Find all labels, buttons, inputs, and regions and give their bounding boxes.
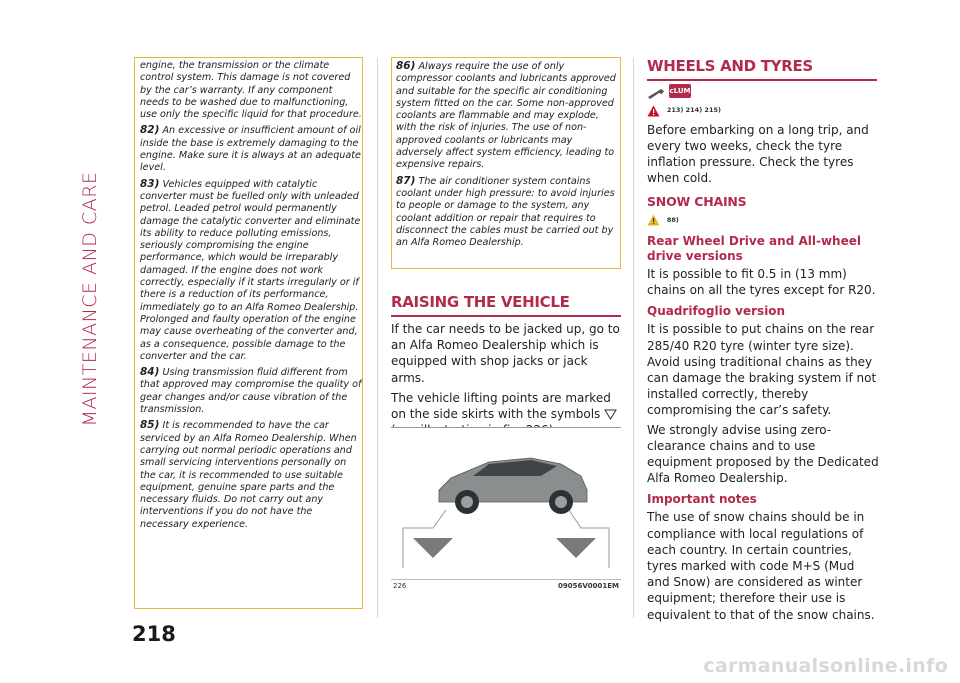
wrench-icon bbox=[647, 88, 665, 100]
note-number: 87) bbox=[396, 174, 416, 187]
note-82 bbox=[140, 124, 362, 174]
quadrifoglio-text: It is possible to put chains on the rear 285/40 R20 tyre (winter tyre size). Avoid using traditional chains as they can damage the braking system if not installed correctly, thereby compromising the car’s safety. bbox=[647, 322, 877, 418]
figure-caption bbox=[391, 579, 621, 593]
column-divider bbox=[633, 58, 634, 618]
figure-226 bbox=[391, 427, 621, 592]
caution-refs: 88) bbox=[666, 215, 679, 224]
note-number: 83) bbox=[140, 177, 160, 190]
note-83 bbox=[140, 178, 362, 363]
figure-number: 226 bbox=[393, 582, 407, 590]
wheels-icon-row bbox=[647, 82, 879, 106]
note-text: An excessive or insufficient amount of oil inside the base is extremely damaging to the engine. Make sure it is always at an adequate level. bbox=[140, 125, 361, 174]
advice-text: We strongly advise using zero-clearance chains and to use equipment proposed by the Dedicated Alfa Romeo Dealership. bbox=[647, 422, 879, 486]
note-text: Vehicles equipped with catalytic converter must be fuelled only with unleaded petrol. Leaded petrol would permanently damage the catalytic converter and eliminate its ability to reduce polluting emissions, seriously compromising the engine performance, which would be irreparably damaged. If the engine does not work correctly, especially if it starts irregularly or if there is a reduction of its performance, immediately go to an Alfa Romeo Dealership. Prolonged and faulty operation of the engine may cause overheating of the converter and, as a consequence, possible damage to the converter and the car. bbox=[140, 178, 361, 362]
wheels-paragraph: Before embarking on a long trip, and every two weeks, check the tyre inflation pressure. Check the tyres when cold. bbox=[647, 122, 869, 186]
raising-title: RAISING THE VEHICLE bbox=[391, 293, 570, 311]
note-number: 84) bbox=[140, 366, 160, 379]
front-rim bbox=[461, 496, 473, 508]
lift-triangle-front bbox=[413, 538, 453, 558]
warning-icon bbox=[647, 105, 660, 117]
important-notes-text: The use of snow chains should be in compliance with local regulations of each country. In certain countries, tyres marked with code M+S (Mud and Snow) are considered as winter equipment; therefore their use is equivalent to that of the snow chains. bbox=[647, 510, 875, 622]
watermark: carmanualsonline.info bbox=[703, 655, 948, 677]
note-text: It is recommended to have the car serviced by an Alfa Romeo Dealership. When carrying out normal periodic operations and small servicing interventions personally on the car, it is recommended to use suitable equipment, genuine spare parts and the necessary fluids. Do not carry out any interventions if you do not have the necessary experience. bbox=[140, 420, 357, 530]
note-intro: engine, the transmission or the climate control system. This damage is not covered by the car’s warranty. If any component needs to be washed due to malfunctioning, use only the specific liquid for that procedure. bbox=[140, 60, 362, 121]
note-86 bbox=[396, 60, 618, 172]
note-text: The air conditioner system contains coolant under high pressure: to avoid injuries to people or damage to the system, any coolant addition or repair that requires to disconnect the cables must be carried out by an Alfa Romeo Dealership. bbox=[396, 175, 615, 249]
page-number: 218 bbox=[132, 622, 176, 646]
snow-chains-title: SNOW CHAINS bbox=[647, 194, 747, 210]
caution-icon bbox=[647, 214, 660, 226]
lifting-point-icon bbox=[604, 409, 617, 420]
rwd-text: It is possible to fit 0.5 in (13 mm) chains on all the tyres except for R20. bbox=[647, 267, 876, 298]
wheels-title: WHEELS AND TYRES bbox=[647, 57, 813, 75]
wheels-body bbox=[647, 82, 879, 626]
note-number: 85) bbox=[140, 419, 160, 432]
note-text: Using transmission fluid different from that approved may compromise the quality of gear changes and/or cause vibration of the transmission. bbox=[140, 367, 362, 416]
figure-code: 09056V0001EM bbox=[557, 582, 619, 590]
wheels-section-header bbox=[647, 57, 877, 81]
note-85 bbox=[140, 419, 362, 531]
figure-illustration bbox=[391, 427, 621, 578]
snow-chains-refs bbox=[647, 211, 879, 228]
section-rule bbox=[647, 79, 877, 81]
note-84 bbox=[140, 366, 362, 416]
section-side-title bbox=[79, 171, 101, 427]
rwd-title: Rear Wheel Drive and All-wheel drive versions bbox=[647, 234, 861, 263]
note-number: 86) bbox=[396, 60, 416, 72]
note-87 bbox=[396, 175, 618, 250]
quadrifoglio-title: Quadrifoglio version bbox=[647, 304, 786, 319]
raising-body bbox=[391, 321, 621, 442]
note-number: 82) bbox=[140, 124, 160, 137]
raising-section-header bbox=[391, 293, 621, 317]
notes-column-left bbox=[140, 60, 362, 534]
section-rule bbox=[391, 315, 621, 317]
lum-icon: cLUM bbox=[669, 84, 691, 98]
column-divider bbox=[377, 58, 378, 618]
car-lifting-illustration bbox=[391, 428, 621, 578]
raising-paragraph-1: If the car needs to be jacked up, go to an Alfa Romeo Dealership which is equipped with shop jacks or jack arms. bbox=[391, 322, 620, 385]
warning-refs: 213) 214) 215) bbox=[666, 106, 721, 115]
rear-rim bbox=[555, 496, 567, 508]
notes-column-middle bbox=[396, 60, 618, 252]
lift-triangle-rear bbox=[556, 538, 596, 558]
raising-text-a: The vehicle lifting points are marked on the side skirts with the symbols bbox=[391, 390, 611, 422]
side-title-text: MAINTENANCE AND CARE bbox=[79, 171, 101, 427]
important-notes-title: Important notes bbox=[647, 492, 757, 507]
note-text: Always require the use of only compressor coolants and lubricants approved and suitable for the specific air conditioning system fitted on the car. Some non-approved coolants are flammable and may explode, with the risk of injuries. The use of non-approved coolants or lubricants may adversely affect system efficiency, leading to expensive repairs. bbox=[396, 61, 616, 171]
